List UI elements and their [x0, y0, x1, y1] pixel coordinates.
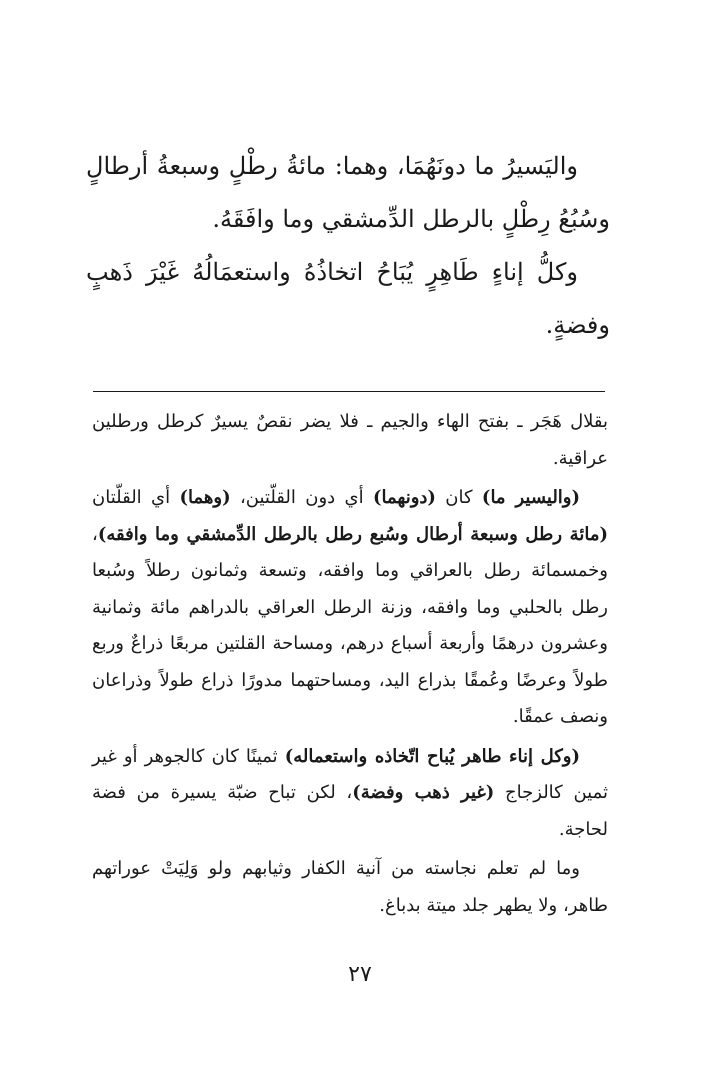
- commentary-text: ثمينًا كان كالجوهر أو غير ثمين كالزجاج: [92, 745, 608, 803]
- quoted-matn: (مائة رطل وسبعة أرطال وسُبع رطل بالرطل الدِّمشقي وما وافقه): [97, 523, 608, 545]
- commentary-text: أي القلّتان: [92, 487, 180, 508]
- commentary-text: كان: [435, 487, 482, 508]
- footnote-divider: [93, 391, 605, 392]
- quoted-matn: (دونهما): [372, 487, 436, 508]
- commentary: [92, 404, 608, 927]
- quoted-matn: (وكل إناء طاهر يُباح اتّخاذه واستعماله): [284, 745, 580, 767]
- commentary-text: ، لكن تباح ضبّة يسيرة من فضة لحاجة.: [92, 782, 608, 840]
- quoted-matn: (واليسير ما): [481, 487, 581, 508]
- commentary-paragraph-4: وما لم تعلم نجاسته من آنية الكفار وثيابهم ولو وَلِيَتْ عوراتهم طاهر، ولا يطهر جلد ميتة بدباغ.: [92, 858, 608, 916]
- page-number: ٢٧: [348, 962, 372, 987]
- quoted-matn: (وهما): [179, 487, 231, 508]
- commentary-paragraph-3: [92, 739, 608, 849]
- main-paragraph-1: واليَسيرُ ما دونَهُمَا، وهما: مائةُ رطْلٍ وسبعةُ أرطالٍ وسُبُعُ رِطْلٍ بالرطل الدِّمشقي وما وافَقَهُ.: [86, 152, 610, 233]
- main-text: [86, 140, 610, 352]
- main-paragraph-2: وكلُّ إناءٍ طَاهِرٍ يُبَاحُ اتخاذُهُ واستعمَالُهُ غَيْرَ ذَهبٍ وفضةٍ.: [86, 258, 610, 339]
- commentary-text: أي دون القلّتين،: [230, 487, 373, 508]
- commentary-paragraph-1: بقلال هَجَر ـ بفتح الهاء والجيم ـ فلا يضر نقصٌ يسيرٌ كرطل ورطلين عراقية.: [92, 411, 608, 469]
- commentary-text: ، وخمسمائة رطل بالعراقي وما وافقه، وتسعة وثمانون رطلاً وسُبعا رطل بالحلبي وما وافقه، وزنة الرطل العراقي بالدراهم مائة وثمانية وعشرون درهمًا وأربعة أسباع درهم، ومساحة القلتين مربعًا ذراعٌ وربع طولاً وعرضًا وعُمقًا بذراع اليد، ومساحتهما مدورًا ذراع طولاً وذراعان ونصف عمقًا.: [92, 523, 608, 727]
- quoted-matn: (غير ذهب وفضة): [352, 782, 495, 803]
- commentary-paragraph-2: [92, 480, 608, 736]
